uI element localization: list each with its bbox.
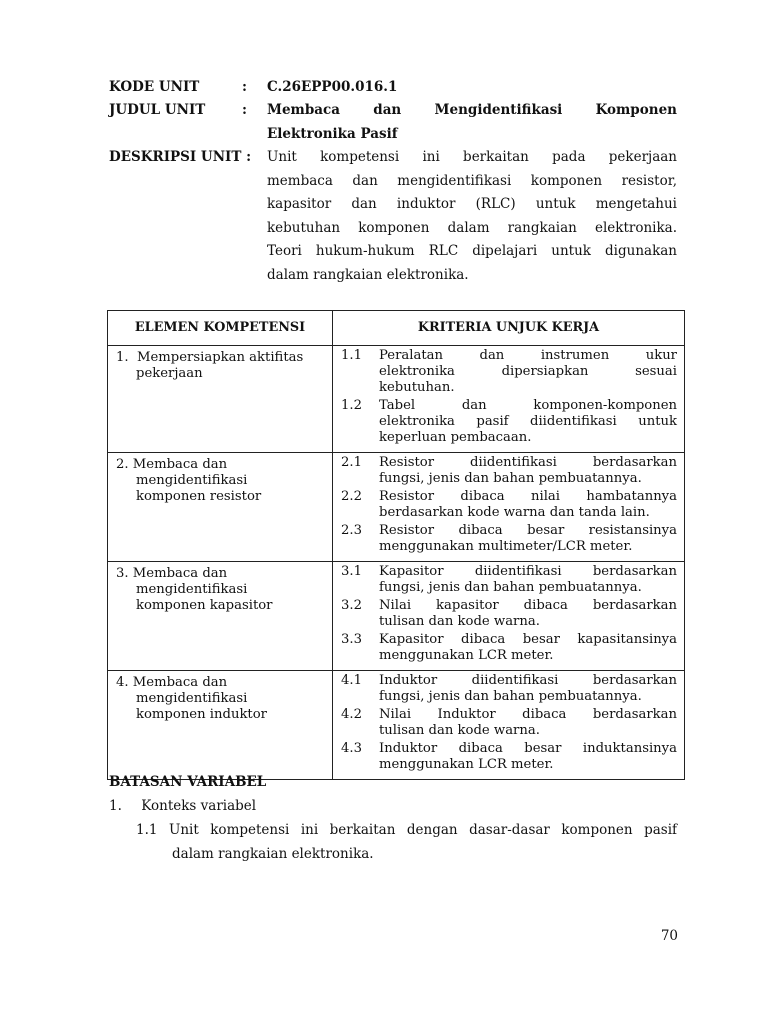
elemen-line: komponen resistor: [136, 489, 262, 504]
kriteria-item: [341, 398, 677, 446]
kriteria-item: [341, 707, 677, 739]
kriteria-line: menggunakan multimeter/LCR meter.: [379, 539, 633, 554]
table-row: [108, 562, 685, 671]
kode-unit-colon: :: [242, 79, 247, 95]
kriteria-cell: [333, 346, 685, 453]
deskripsi-unit-label: DESKRIPSI UNIT :: [109, 149, 252, 165]
judul-word: Membaca: [267, 102, 340, 118]
kriteria-line: Peralatan dan instrumen ukur: [379, 348, 677, 363]
batasan-sub-text: Unit kompetensi ini berkaitan dengan dasar-dasar komponen pasif: [168, 822, 678, 838]
elemen-line: mengidentifikasi: [136, 691, 248, 706]
kriteria-number: 3.2: [341, 598, 362, 613]
deskripsi-unit-text: [267, 146, 677, 287]
elemen-text: Membaca dan: [132, 457, 228, 472]
judul-unit-row: [109, 99, 677, 147]
table-row: [108, 671, 685, 780]
kriteria-item: [341, 673, 677, 705]
kriteria-number: 2.2: [341, 489, 362, 504]
kriteria-number: 2.1: [341, 455, 362, 470]
table-row: [108, 346, 685, 453]
elemen-cell: [108, 671, 333, 780]
kriteria-item: [341, 598, 677, 630]
deskripsi-line: membaca dan mengidentifikasi komponen resistor,: [267, 172, 677, 189]
elemen-cell: [108, 562, 333, 671]
batasan-sub-line-1: [136, 818, 677, 842]
elemen-line: [116, 566, 326, 582]
kriteria-item: [341, 741, 677, 773]
deskripsi-line: Teori hukum-hukum RLC dipelajari untuk digunakan: [267, 243, 677, 259]
kriteria-line: Resistor dibaca nilai hambatannya: [379, 489, 677, 504]
kriteria-line: menggunakan LCR meter.: [379, 757, 554, 772]
kode-unit-row: [109, 76, 677, 100]
kriteria-line: menggunakan LCR meter.: [379, 648, 554, 663]
kriteria-number: 4.3: [341, 741, 362, 756]
kriteria-line: Nilai Induktor dibaca berdasarkan: [379, 707, 677, 722]
elemen-number: 2.: [116, 457, 129, 472]
kriteria-line: Nilai kapasitor dibaca berdasarkan: [379, 598, 677, 613]
kriteria-line: Induktor diidentifikasi berdasarkan: [379, 673, 677, 688]
kriteria-line: Kapasitor diidentifikasi berdasarkan: [379, 564, 677, 579]
batasan-sub-line-2: dalam rangkaian elektronika.: [172, 846, 374, 862]
kriteria-line: elektronika dipersiapkan sesuai: [379, 364, 677, 379]
judul-word: Komponen: [595, 102, 677, 118]
kriteria-text: [379, 741, 677, 773]
kriteria-cell: [333, 453, 685, 562]
kriteria-line: Resistor diidentifikasi berdasarkan: [379, 455, 677, 470]
kriteria-number: 4.1: [341, 673, 362, 688]
kriteria-cell: [333, 562, 685, 671]
kriteria-line: Kapasitor dibaca besar kapasitansinya: [379, 632, 677, 647]
kriteria-line: Tabel dan komponen-komponen: [379, 398, 677, 413]
elemen-line: komponen kapasitor: [136, 598, 273, 613]
kriteria-line: Induktor dibaca besar induktansinya: [379, 741, 677, 756]
batasan-sub-1-1: [136, 818, 677, 866]
elemen-number: 1.: [116, 350, 129, 365]
kriteria-text: [379, 673, 677, 705]
kriteria-line: keperluan pembacaan.: [379, 430, 532, 445]
elemen-text: Membaca dan: [132, 566, 228, 581]
kompetensi-table: [107, 310, 685, 780]
kriteria-text: [379, 564, 677, 596]
elemen-cell: [108, 453, 333, 562]
kriteria-text: [379, 632, 677, 664]
batasan-title: BATASAN VARIABEL: [109, 774, 267, 790]
elemen-line: mengidentifikasi: [136, 473, 248, 488]
kriteria-cell: [333, 671, 685, 780]
kriteria-number: 2.3: [341, 523, 362, 538]
kriteria-line: berdasarkan kode warna dan tanda lain.: [379, 505, 650, 520]
table-header-row: [108, 311, 685, 346]
kriteria-text: [379, 489, 677, 521]
kriteria-item: [341, 523, 677, 555]
kriteria-number: 3.3: [341, 632, 362, 647]
kriteria-line: fungsi, jenis dan bahan pembuatannya.: [379, 689, 642, 704]
judul-unit-colon: :: [242, 102, 247, 118]
elemen-line: [116, 675, 326, 691]
batasan-item-1: [109, 794, 677, 818]
kriteria-number: 1.2: [341, 398, 362, 413]
judul-unit-label: JUDUL UNIT: [109, 102, 206, 118]
kode-unit-value: C.26EPP00.016.1: [267, 79, 398, 95]
kriteria-line: Resistor dibaca besar resistansinya: [379, 523, 677, 538]
kriteria-text: [379, 598, 677, 630]
kriteria-text: [379, 348, 677, 396]
elemen-text: Membaca dan: [132, 675, 228, 690]
kriteria-line: elektronika pasif diidentifikasi untuk: [379, 414, 677, 429]
judul-line-2: Elektronika Pasif: [267, 125, 398, 142]
elemen-number: 4.: [116, 675, 129, 690]
kriteria-item: [341, 455, 677, 487]
elemen-number: 3.: [116, 566, 129, 581]
page-number: 70: [660, 928, 678, 944]
judul-line-1: [267, 99, 677, 123]
deskripsi-line: dalam rangkaian elektronika.: [267, 266, 469, 283]
kriteria-line: kebutuhan.: [379, 380, 455, 395]
col-elemen-header: ELEMEN KOMPETENSI: [108, 311, 333, 346]
elemen-text: Mempersiapkan aktifitas: [136, 350, 304, 365]
batasan-item-1-num: 1.: [109, 798, 122, 814]
deskripsi-unit-row: [109, 146, 677, 291]
kode-unit-label: KODE UNIT: [109, 79, 200, 95]
batasan-item-1-label: Konteks variabel: [141, 798, 257, 814]
kriteria-number: 1.1: [341, 348, 362, 363]
kriteria-text: [379, 398, 677, 446]
table-row: [108, 453, 685, 562]
kriteria-number: 4.2: [341, 707, 362, 722]
judul-word: Mengidentifikasi: [434, 102, 563, 118]
kriteria-line: fungsi, jenis dan bahan pembuatannya.: [379, 471, 642, 486]
elemen-cell: [108, 346, 333, 453]
elemen-line: [116, 457, 326, 473]
kriteria-item: [341, 564, 677, 596]
kriteria-number: 3.1: [341, 564, 362, 579]
deskripsi-line: Unit kompetensi ini berkaitan pada pekerjaan: [267, 149, 677, 165]
kriteria-item: [341, 632, 677, 664]
kriteria-item: [341, 348, 677, 396]
elemen-line: [116, 350, 326, 366]
judul-unit-value: [267, 99, 677, 146]
judul-word: dan: [373, 102, 402, 118]
elemen-line: mengidentifikasi: [136, 582, 248, 597]
deskripsi-line: kebutuhan komponen dalam rangkaian elektronika.: [267, 219, 677, 236]
kriteria-item: [341, 489, 677, 521]
kriteria-text: [379, 523, 677, 555]
batasan-sub-num: 1.1: [136, 822, 158, 838]
deskripsi-line: kapasitor dan induktor (RLC) untuk mengetahui: [267, 196, 677, 212]
elemen-line: pekerjaan: [136, 366, 203, 381]
kriteria-line: fungsi, jenis dan bahan pembuatannya.: [379, 580, 642, 595]
kriteria-line: tulisan dan kode warna.: [379, 614, 540, 629]
kriteria-text: [379, 707, 677, 739]
elemen-line: komponen induktor: [136, 707, 267, 722]
kriteria-line: tulisan dan kode warna.: [379, 723, 540, 738]
col-kriteria-header: KRITERIA UNJUK KERJA: [333, 311, 685, 346]
kriteria-text: [379, 455, 677, 487]
